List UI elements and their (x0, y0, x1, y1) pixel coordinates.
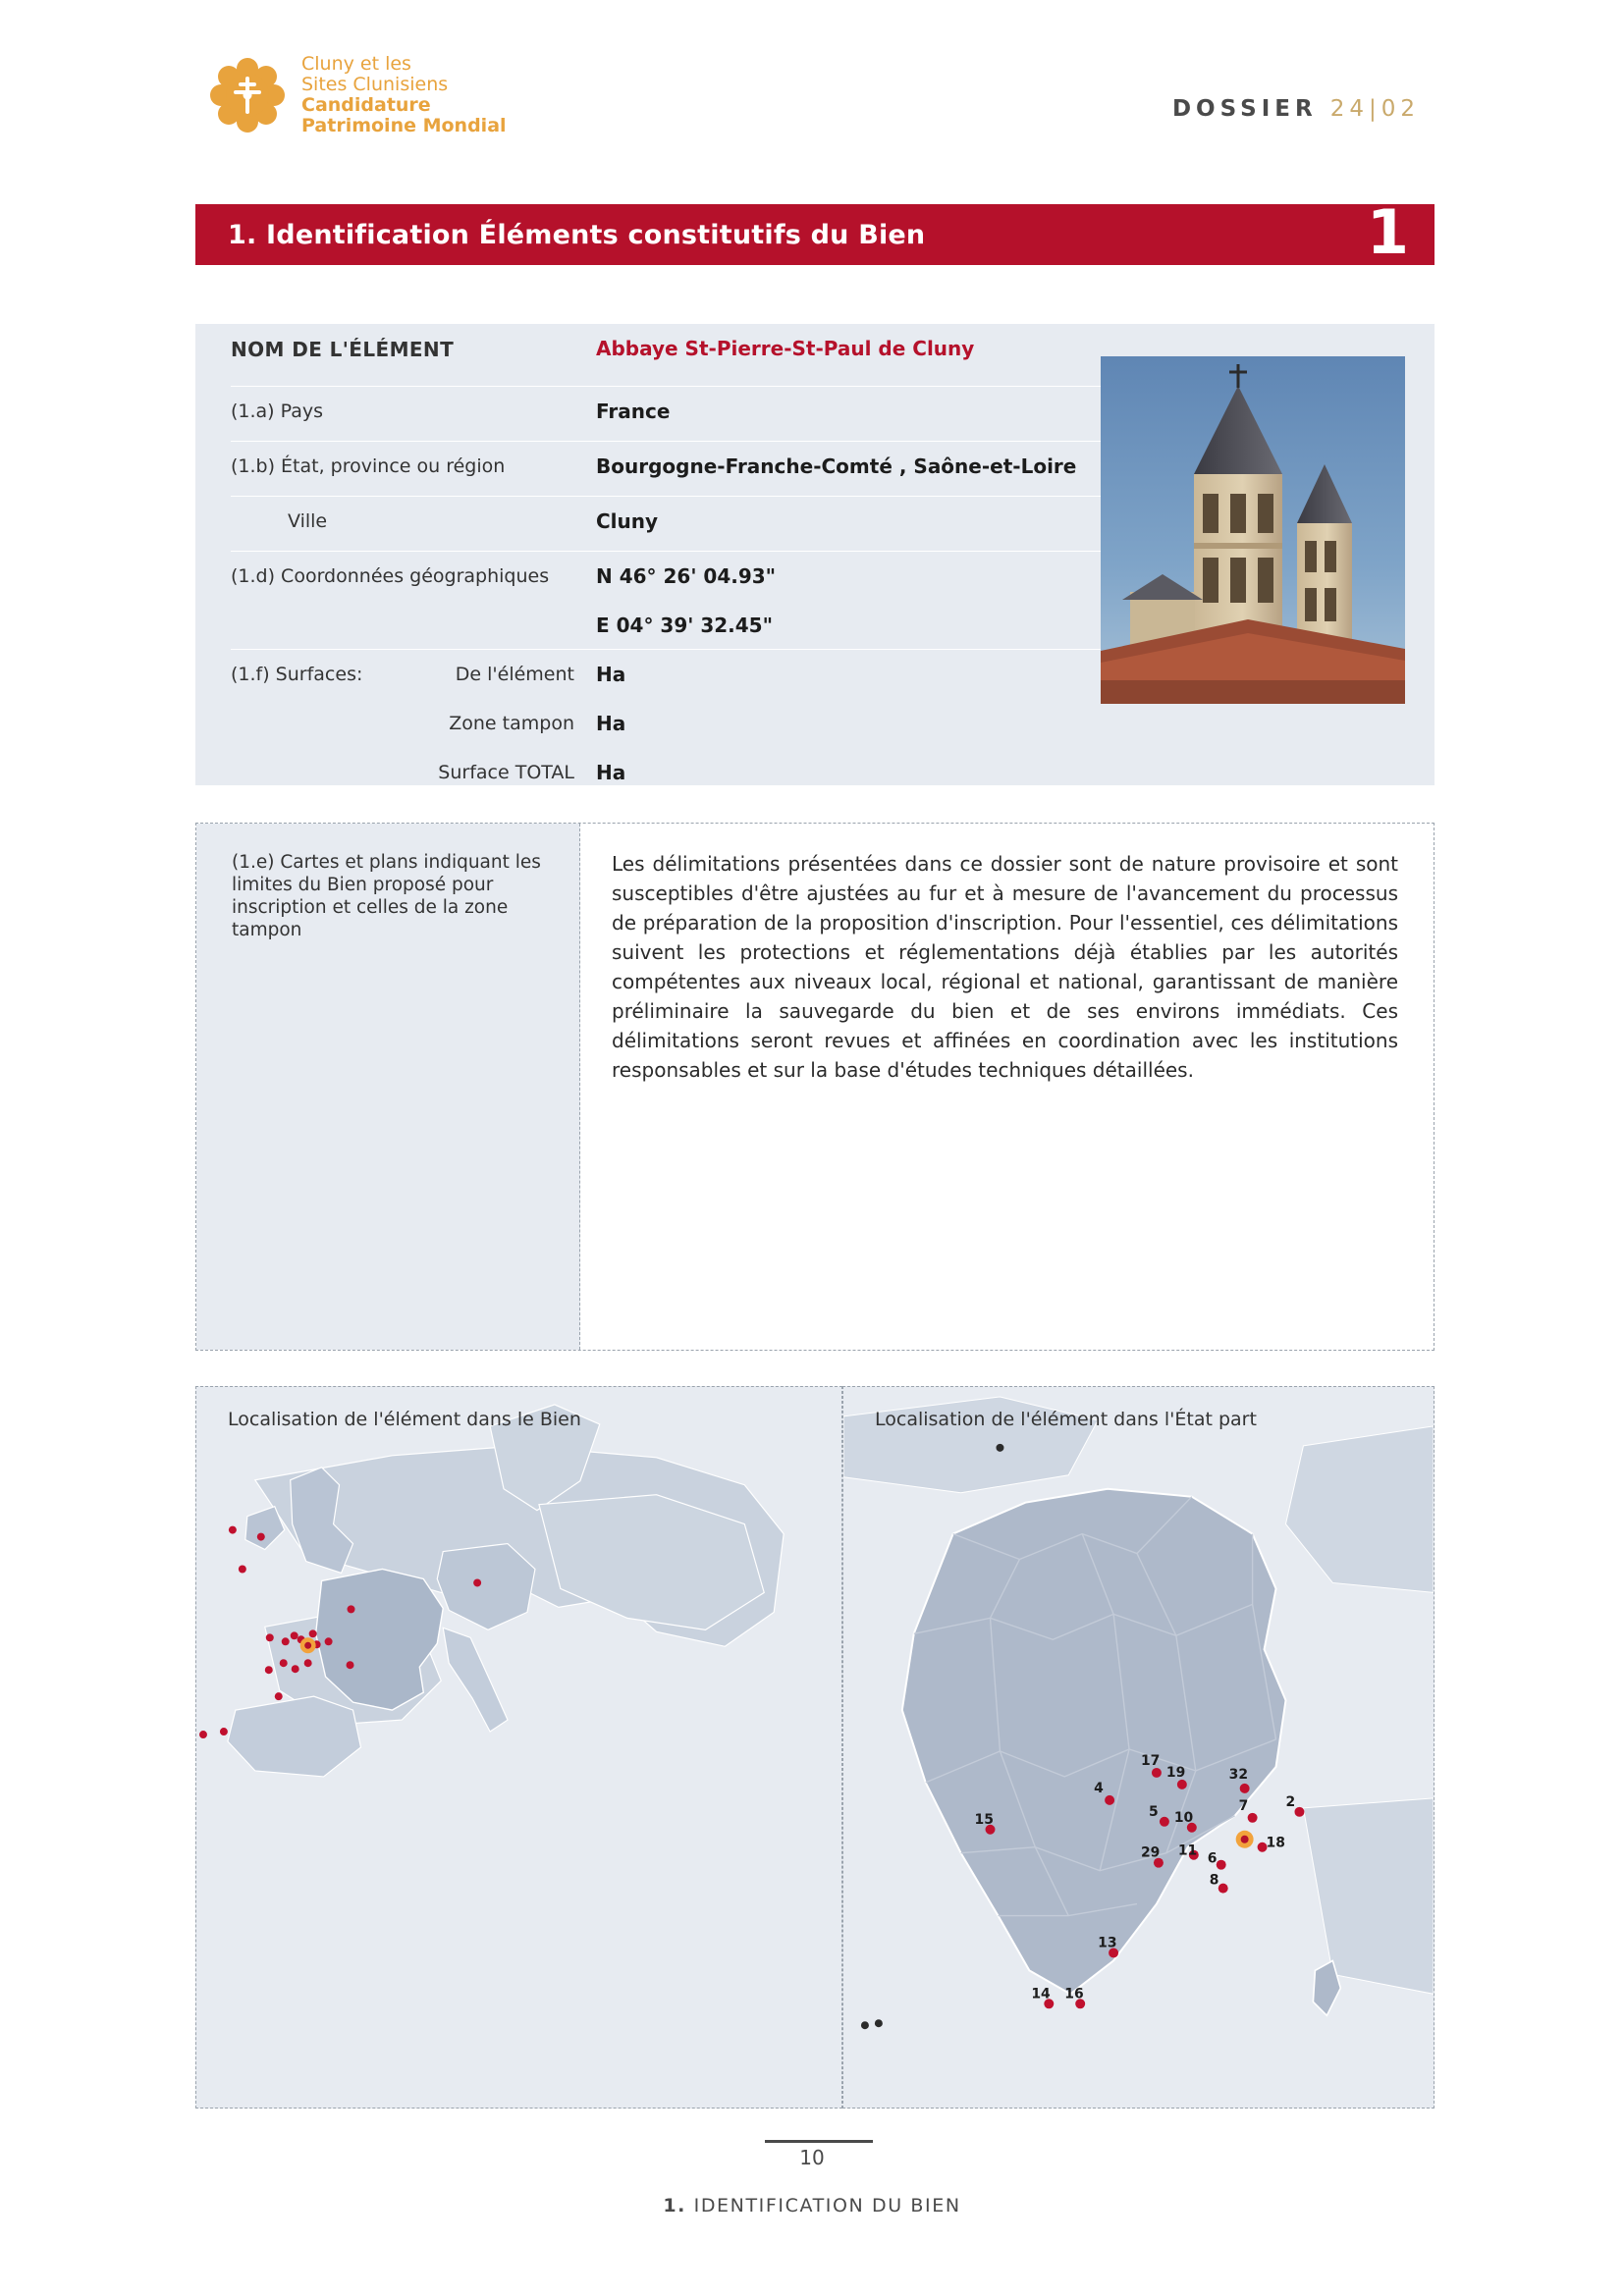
svg-text:13: 13 (1098, 1935, 1117, 1951)
element-info-table (231, 324, 1144, 797)
table-row-surface-element (231, 650, 1144, 699)
map-caption-right: Localisation de l'élément dans l'État part (875, 1409, 1257, 1430)
maps-note-label: (1.e) Cartes et plans indiquant les limites du Bien proposé pour inscription et celles de la zone tampon (232, 852, 541, 940)
france-map-graphic (843, 1387, 1434, 2108)
footer-section-number: 1. (663, 2195, 686, 2216)
row-value: Ha (596, 761, 626, 784)
svg-text:19: 19 (1165, 1764, 1186, 1781)
row-value: Bourgogne-Franche-Comté , Saône-et-Loire (596, 454, 1077, 478)
surfaces-label: (1.f) Surfaces: (231, 664, 363, 685)
section-number-badge: 1 (1366, 196, 1409, 268)
svg-text:7: 7 (1238, 1797, 1249, 1814)
element-info-panel (195, 324, 1435, 785)
table-row-country (231, 387, 1144, 442)
svg-text:17: 17 (1140, 1752, 1161, 1769)
footer-section-line (0, 2195, 1624, 2216)
row-value: France (596, 400, 671, 423)
table-row-coordinates-lon (231, 601, 1144, 650)
brand-logo (209, 54, 507, 136)
row-label: (1.d) Coordonnées géographiques (231, 565, 550, 587)
row-label (231, 601, 596, 614)
svg-text:32: 32 (1228, 1766, 1249, 1783)
section-title: 1. Identification Éléments constitutifs du Bien (228, 220, 926, 250)
surface-sublabel: Surface TOTAL (438, 762, 574, 783)
row-value: N 46° 26' 04.93" (596, 564, 777, 588)
surface-sublabel: Zone tampon (449, 713, 574, 734)
brand-line-4: Patrimoine Mondial (301, 115, 507, 136)
row-label: (1.a) Pays (231, 400, 324, 422)
row-label: Ville (288, 510, 328, 532)
brand-line-3: Candidature (301, 94, 431, 116)
map-element-in-property (195, 1386, 842, 2109)
dossier-reference (1172, 96, 1420, 122)
dossier-number: 24|02 (1329, 96, 1420, 122)
brand-line-2: Sites Clunisiens (301, 74, 449, 95)
cluny-flower-icon (209, 57, 286, 133)
footer-divider (765, 2140, 873, 2143)
svg-text:6: 6 (1207, 1850, 1218, 1867)
svg-text:5: 5 (1148, 1803, 1159, 1820)
abbey-photo (1101, 356, 1405, 704)
svg-text:15: 15 (974, 1811, 994, 1828)
row-value: Abbaye St-Pierre-St-Paul de Cluny (596, 337, 975, 360)
table-row-coordinates-lat (231, 552, 1144, 601)
cluny-highlight-marker-france (1236, 1831, 1254, 1848)
row-value: E 04° 39' 32.45" (596, 614, 774, 637)
surface-sublabel: De l'élément (455, 664, 574, 685)
brand-wordmark (301, 54, 507, 136)
svg-text:16: 16 (1064, 1986, 1084, 2002)
cluny-highlight-marker-europe (300, 1637, 316, 1653)
row-label-group (231, 650, 596, 685)
section-title-bar (195, 196, 1435, 268)
brand-line-1: Cluny et les (301, 53, 411, 75)
svg-text:10: 10 (1173, 1809, 1194, 1826)
maps-note-box (195, 823, 1435, 1351)
svg-text:18: 18 (1266, 1835, 1285, 1851)
svg-text:2: 2 (1285, 1793, 1296, 1810)
row-label: NOM DE L'ÉLÉMENT (231, 338, 455, 361)
row-value: Ha (596, 663, 626, 686)
page-number: 10 (799, 2146, 825, 2169)
table-row-surface-total (231, 748, 1144, 797)
maps-note-text: Les délimitations présentées dans ce dossier sont de nature provisoire et sont susceptibles d'être ajustées au fur et à mesure de l'avancement du processus de préparation de la proposition d'inscription. Pour l'essentiel, ces délimitations suivent les protections et réglementations déjà établies par les autorités compétentes aux niveaux local, régional et national, garantissant de manière préliminaire la sauvegarde du bien et de ses environs immédiats. Ces délimitations seront revues et affinées en coordination avec les institutions responsables et sur la base d'études techniques détaillées. (612, 852, 1398, 1082)
map-caption-left: Localisation de l'élément dans le Bien (228, 1409, 581, 1430)
page-header (0, 0, 1624, 187)
row-value: Ha (596, 712, 626, 735)
svg-text:14: 14 (1031, 1986, 1051, 2002)
footer-section-title: IDENTIFICATION DU BIEN (693, 2195, 961, 2216)
table-row-city (231, 497, 1144, 552)
table-row-element-name (231, 324, 1144, 387)
maps-note-text-cell (580, 824, 1434, 1350)
dossier-label: DOSSIER (1171, 96, 1318, 122)
table-row-region (231, 442, 1144, 497)
europe-map-graphic (196, 1387, 841, 2108)
svg-text:8: 8 (1209, 1872, 1219, 1889)
table-row-surface-buffer (231, 699, 1144, 748)
row-label: (1.b) État, province ou région (231, 455, 506, 477)
svg-text:11: 11 (1177, 1842, 1198, 1859)
svg-text:4: 4 (1094, 1780, 1104, 1796)
maps-note-label-cell (196, 824, 580, 1350)
map-element-in-state-party (842, 1386, 1435, 2109)
row-value: Cluny (596, 509, 659, 533)
svg-text:29: 29 (1140, 1844, 1161, 1861)
